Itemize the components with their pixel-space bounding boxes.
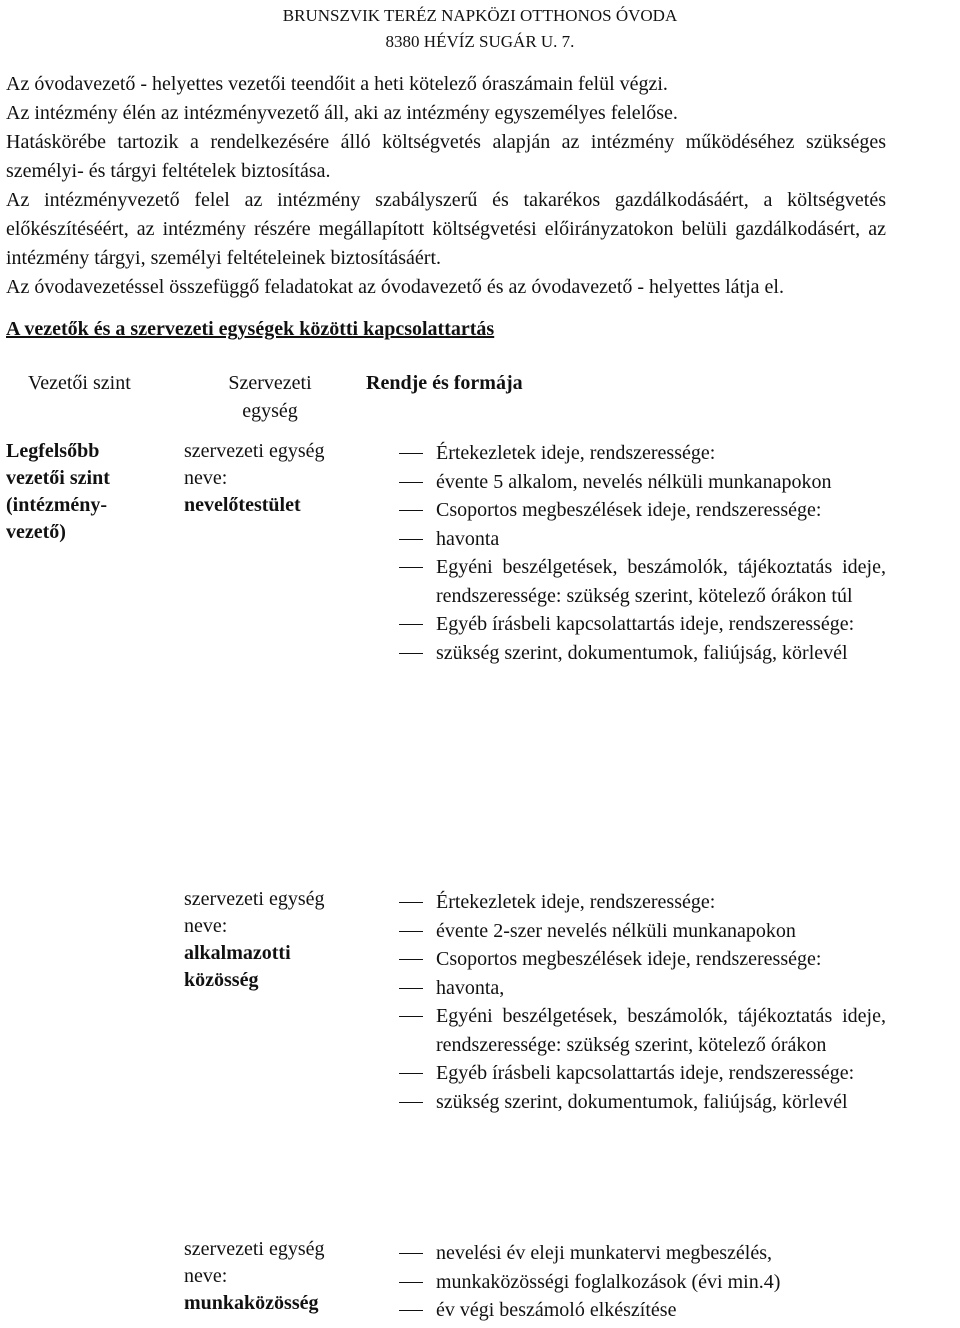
list-item: Értekezletek ideje, rendszeressége: [376,888,886,917]
unit-name: munkaközösség [184,1292,319,1314]
column-header-form: Rendje és formája [366,372,523,394]
institution-name: BRUNSZVIK TERÉZ NAPKÖZI OTTHONOS ÓVODA [282,6,678,25]
list-item: év végi beszámoló elkészítése [376,1296,886,1325]
unit-2-items [376,888,886,1116]
intro-paragraph-2: Az intézmény élén az intézményvezető áll, aki az intézmény egyszemélyes felelőse. [6,102,678,124]
unit-label: szervezeti egység neve: [184,1238,325,1287]
unit-label: szervezeti egység neve: [184,888,325,937]
list-item: szükség szerint, dokumentumok, faliújság, körlevél [376,639,886,668]
unit-label: szervezeti egység neve: [184,440,325,489]
unit-alkalmazotti-kozosseg [184,886,364,994]
intro-paragraph-3: Hatáskörébe tartozik a rendelkezésére álló költségvetés alapján az intézmény működéséhez szükséges személyi- és tárgyi feltételek biztosítása. [6,131,886,182]
intro-paragraph-5: Az óvodavezetéssel összefüggő feladatokat az óvodavezető és az óvodavezető - helyettes látja el. [6,276,784,298]
intro-paragraph-1: Az óvodavezető - helyettes vezetői teendőit a heti kötelező óraszámain felül végzi. [6,73,668,95]
list-item: havonta, [376,974,886,1003]
list-item: havonta [376,525,886,554]
intro-section [6,70,886,302]
section-title: A vezetők és a szervezeti egységek közötti kapcsolattartás [6,318,495,340]
list-item: Csoportos megbeszélések ideje, rendszeressége: [376,496,886,525]
unit-nevelotestulet [184,438,364,519]
institution-address: 8380 HÉVÍZ SUGÁR U. 7. [385,32,575,51]
document-header [0,3,960,55]
unit-name: nevelőtestület [184,494,301,516]
unit-name: alkalmazotti közösség [184,942,291,991]
list-item: munkaközösségi foglalkozások (évi min.4) [376,1268,886,1297]
intro-paragraph-4: Az intézményvezető felel az intézmény szabályszerű és takarékos gazdálkodásáért, a költségvetés előkészítéséért, az intézmény részére megállapított költségvetési előirányzatokon belüli gazdálkodásért, az intézmény tárgyi, személyi feltételeinek biztosításáért. [6,189,886,269]
list-item: Egyéb írásbeli kapcsolattartás ideje, rendszeressége: [376,610,886,639]
list-item: nevelési év eleji munkatervi megbeszélés, [376,1239,886,1268]
unit-1-items [376,439,886,667]
unit-3-items [376,1239,886,1325]
list-item: Egyéb írásbeli kapcsolattartás ideje, rendszeressége: [376,1059,886,1088]
list-item: Csoportos megbeszélések ideje, rendszeressége: [376,945,886,974]
list-item: Egyéni beszélgetések, beszámolók, tájékoztatás ideje, rendszeressége: szükség szerint, kötelező órákon [376,1002,886,1059]
list-item: évente 5 alkalom, nevelés nélküli munkanapokon [376,468,886,497]
list-item: évente 2-szer nevelés nélküli munkanapokon [376,917,886,946]
list-item: Egyéni beszélgetések, beszámolók, tájékoztatás ideje, rendszeressége: szükség szerint, kötelező órákon túl [376,553,886,610]
unit-munkakozosseg [184,1236,364,1317]
column-header-level: Vezetői szint [28,372,131,394]
list-item: Értekezletek ideje, rendszeressége: [376,439,886,468]
column-header-unit: Szervezeti egység [228,372,312,422]
list-item: szükség szerint, dokumentumok, faliújság, körlevél [376,1088,886,1117]
leadership-level: Legfelsőbb vezetői szint (intézmény-vezető) [6,440,110,543]
